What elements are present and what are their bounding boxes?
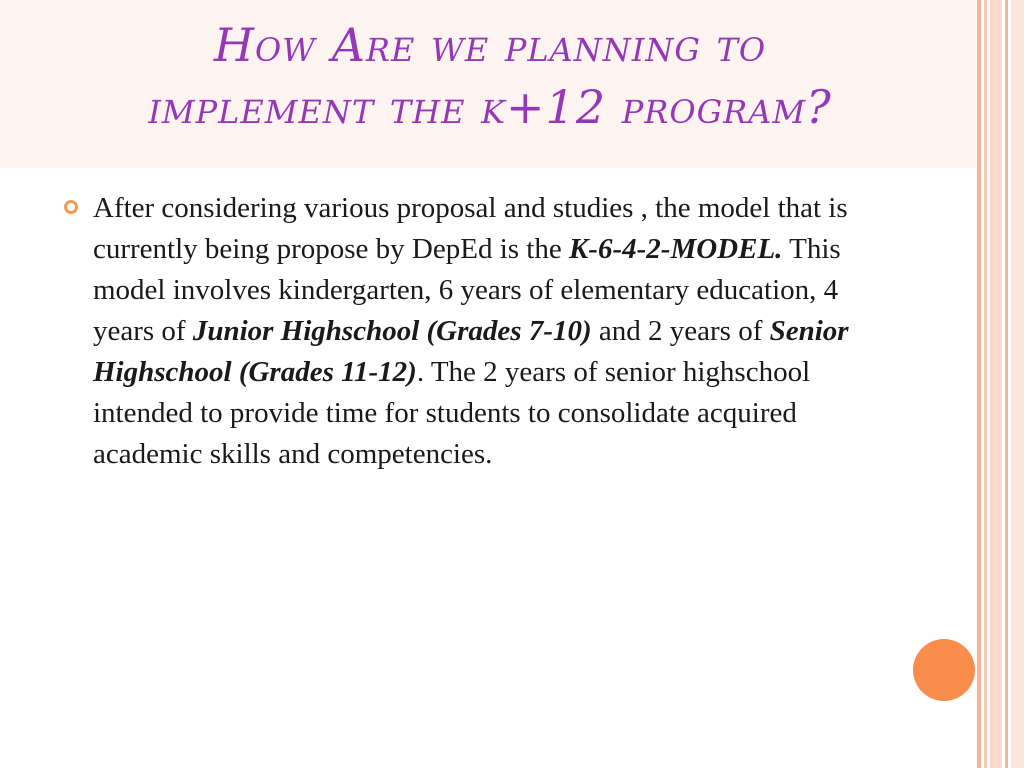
title-line-2: implement the k+12 program? xyxy=(148,80,832,134)
bullet-item xyxy=(62,188,862,475)
senior-highschool-emphasis: Senior Highschool (Grades 11-12) xyxy=(93,315,849,388)
text-segment: and 2 years of xyxy=(591,315,770,347)
text-segment: After considering various proposal and studies , the model that is currently being propose by DepEd is the xyxy=(93,192,848,265)
decor-stripe xyxy=(990,0,1002,768)
title-line-1: How Are we planning to xyxy=(213,18,767,72)
decor-stripe xyxy=(984,0,987,768)
accent-circle xyxy=(913,639,975,701)
junior-highschool-emphasis: Junior Highschool (Grades 7-10) xyxy=(192,315,592,347)
bullet-circle-icon xyxy=(64,200,78,214)
decor-stripe xyxy=(1005,0,1008,768)
slide-body xyxy=(62,188,862,475)
slide-title xyxy=(40,14,940,138)
model-name-emphasis: K-6-4-2-MODEL. xyxy=(568,233,783,265)
text-segment: This model involves kindergarten, 6 years of elementary education, 4 years of xyxy=(93,233,841,347)
text-segment: . The 2 years of senior highschool intended to provide time for students to consolidate acquired academic skills and competencies. xyxy=(93,356,811,470)
decor-stripe xyxy=(977,0,981,768)
decor-stripe xyxy=(1011,0,1024,768)
bullet-text xyxy=(93,188,862,475)
